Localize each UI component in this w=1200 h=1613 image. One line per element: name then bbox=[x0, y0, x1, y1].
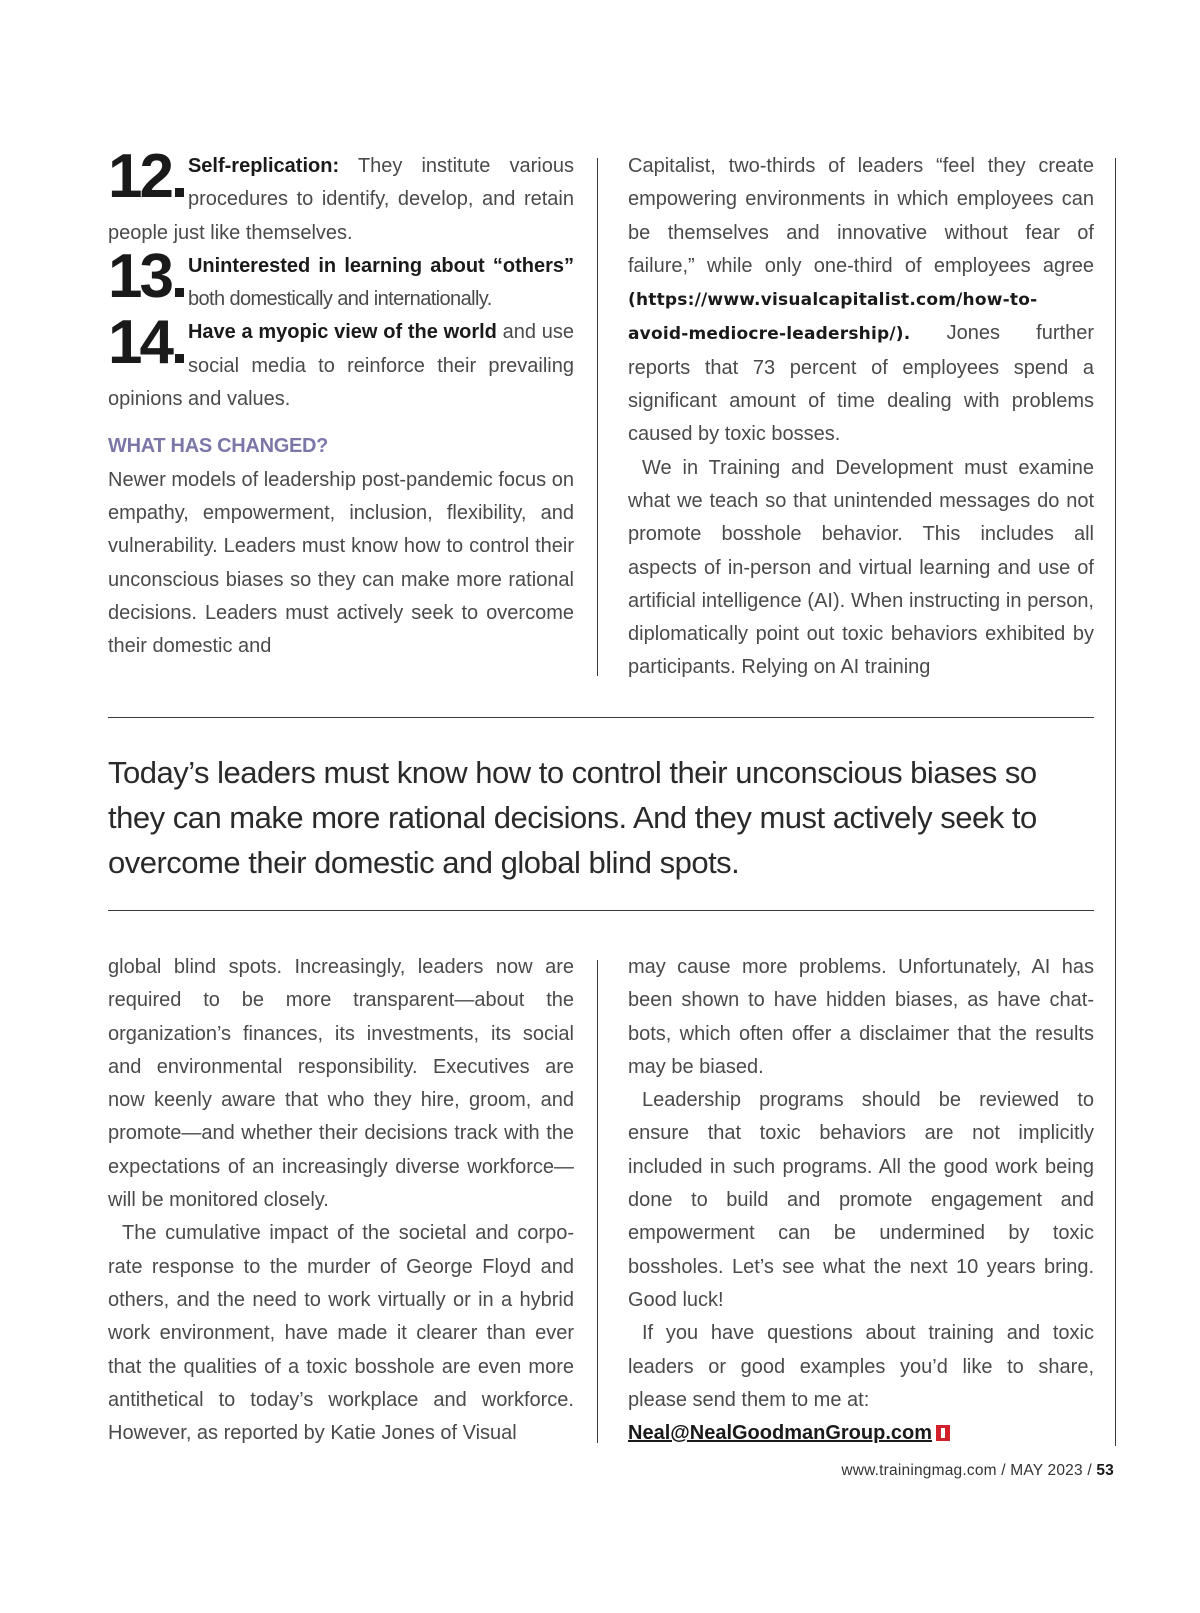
pull-quote-rule-top bbox=[108, 717, 1094, 718]
paragraph: global blind spots. Increasingly, leaders now are required to be more transparent—about the organization’s finances, its investments, its social and environmental responsibility. Executives are now keenly aware that who they hire, groom, and promote—and whether their decisions track with the expectations of an increasingly diverse workforce—will be monitored closely. bbox=[108, 956, 574, 1212]
list-item-14 bbox=[108, 308, 574, 416]
paragraph: may cause more problems. Unfortunately, AI has been shown to have hidden biases, as have chatbots, which often offer a disclaimer that the results may be biased. bbox=[628, 956, 1094, 1078]
pull-quote: Today’s leaders must know how to control their unconscious biases so they can make more rational decisions. And they must actively seek to overcome their domestic and global blind spots. bbox=[108, 755, 1037, 880]
item-number: 14 bbox=[108, 316, 184, 378]
column-top-right bbox=[628, 150, 1094, 685]
column-divider bbox=[597, 960, 598, 1443]
footer-site: www.trainingmag.com / MAY 2023 / bbox=[841, 1462, 1097, 1479]
item-text: and use social media to reinforce their prevailing opinions and values. bbox=[108, 321, 574, 411]
item-text: both domestically and internationally. bbox=[187, 288, 492, 311]
section-heading: WHAT HAS CHANGED? bbox=[108, 435, 329, 458]
item-lead: Have a myopic view of the world bbox=[187, 321, 497, 344]
column-bottom-right bbox=[628, 951, 1094, 1450]
column-divider bbox=[597, 158, 598, 676]
item-lead: Uninterested in learning about “others” bbox=[187, 254, 574, 277]
source-url: (https://www.visualcapitalist.com/how-to-avoid-mediocre-leadership/). bbox=[628, 290, 1038, 345]
email-link[interactable]: Neal@NealGoodmanGroup.com bbox=[628, 1422, 932, 1445]
list-item-13 bbox=[108, 241, 574, 317]
paragraph: Newer models of leadership post-pandemic focus on empathy, empowerment, inclusion, flexibility, and vulnerability. Leaders must know how to control their unconscious biases so they can make more rational decisions. Leaders must actively seek to overcome their domestic and bbox=[108, 468, 574, 658]
item-number: 13 bbox=[108, 250, 184, 312]
paragraph: We in Training and Development must examine what we teach so that unintended messages do not promote bosshole behavior. This includes all aspects of in-person and virtual learning and use of artificial intelligence (AI). When instructing in person, diplomatically point out toxic behaviors exhibited by participants. Relying on AI training bbox=[628, 456, 1094, 679]
item-lead: Self-replication: bbox=[187, 155, 340, 177]
column-bottom-left bbox=[108, 951, 574, 1450]
paragraph: Leadership programs should be reviewed to ensure that toxic behaviors are not implicitly included in such programs. All the good work being done to build and promote engagement and empowerment can be undermined by toxic bossholes. Let’s see what the next 10 years bring. Good luck! bbox=[628, 1089, 1094, 1311]
column-top-left bbox=[108, 142, 574, 663]
item-number: 12 bbox=[108, 150, 184, 212]
page-footer bbox=[841, 1462, 1114, 1480]
end-mark-icon bbox=[936, 1425, 950, 1441]
item-text: They institute various procedures to identify, develop, and retain people just like themselves. bbox=[108, 155, 574, 244]
contact-line bbox=[628, 1417, 1094, 1450]
pull-quote-rule-bottom bbox=[108, 910, 1094, 911]
paragraph: The cumulative impact of the societal and corporate response to the murder of George Floyd and others, and the need to work virtually or in a hybrid work environment, have made it clearer than ever that the qualities of a toxic bosshole are even more antithetical to today’s workplace and workforce. However, as reported by Katie Jones of Visual bbox=[108, 1222, 574, 1445]
list-item-12 bbox=[108, 142, 574, 250]
paragraph: Capitalist, two-thirds of leaders “feel they create empowering environments in which employees can be themselves and innovative without fear of failure,” while only one-third of employees agree (https://www.visualcapitalist.com/how-to-avoid-mediocre-leadership/). Jones further reports that 73 percent of employees spend a significant amount of time dealing with problems caused by toxic bosses. bbox=[628, 155, 1094, 446]
page-number: 53 bbox=[1096, 1462, 1114, 1479]
paragraph: If you have questions about training and toxic leaders or good examples you’d like to share, please send them to me at: bbox=[628, 1322, 1094, 1411]
page-edge-rule bbox=[1115, 158, 1116, 1446]
